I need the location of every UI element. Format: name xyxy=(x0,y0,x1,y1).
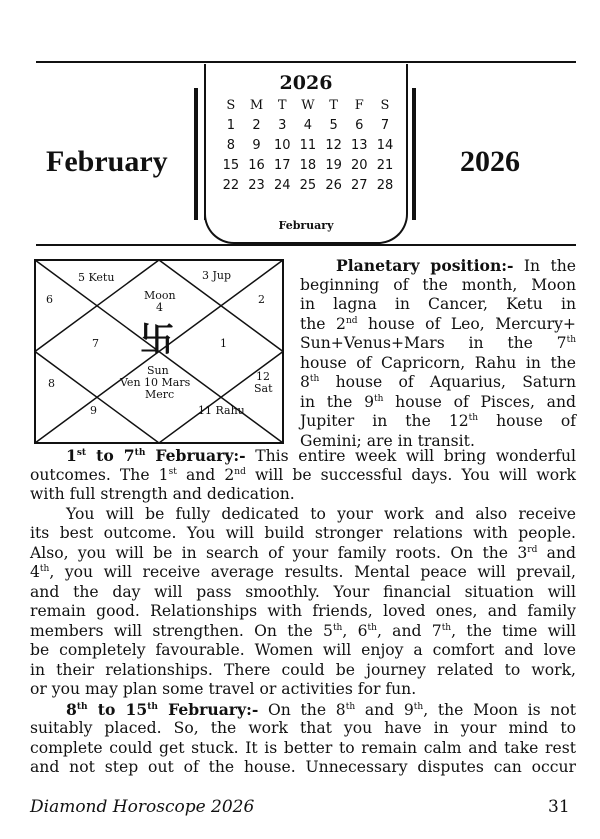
calendar-grid xyxy=(218,96,398,196)
calendar-day: 7 xyxy=(380,118,390,133)
house-1-label: 1 xyxy=(220,337,227,350)
para2-line-6: members will strengthen. On the 5th, 6th, and 7th, the time will xyxy=(30,621,576,640)
planetary-line-0: In the xyxy=(523,257,576,275)
section2-line-1: suitably placed. So, the work that you have in your mind to xyxy=(30,719,576,737)
text-line xyxy=(300,256,576,276)
calendar-day: 27 xyxy=(351,178,368,193)
para2-line-2: Also, you will be in search of your family roots. On the 3rd and xyxy=(30,543,576,562)
section1-heading: 1st to 7th February:- xyxy=(66,446,246,465)
weekday: F xyxy=(354,98,364,113)
calendar-day: 26 xyxy=(325,178,342,193)
calendar-day: 21 xyxy=(376,158,394,173)
calendar-day: 17 xyxy=(273,158,291,173)
section2-first-line: 8th to 15th February:- On the 8th and 9th, the Moon is not xyxy=(66,699,576,719)
para2-line-9: or you may plan some travel or activities for fun. xyxy=(30,680,417,698)
calendar-month-label: February xyxy=(278,219,334,232)
page-number: 31 xyxy=(548,797,570,817)
calendar-week-row xyxy=(218,176,398,196)
page-year-title: 2026 xyxy=(460,145,520,178)
calendar-day: 18 xyxy=(299,158,317,173)
para2-line-1: its best outcome. You will build stronger relations with people. xyxy=(30,524,576,542)
house-12-planet: Sat xyxy=(254,382,273,395)
para2-line-5: remain good. Relationships with friends, loved ones, and family xyxy=(30,602,576,620)
planetary-line-8: Jupiter in the 12th house of xyxy=(300,412,576,430)
calendar-day: 19 xyxy=(325,158,342,173)
planetary-line-1: beginning of the month, Moon xyxy=(300,275,576,294)
house-6-label: 6 xyxy=(46,293,53,306)
para2-line-0: You will be fully dedicated to your work and also receive xyxy=(66,504,576,523)
planetary-line-5: house of Capricorn, Rahu in the xyxy=(300,353,576,372)
calendar-week-row xyxy=(218,136,398,156)
planetary-line-4: Sun+Venus+Mars in the 7th xyxy=(300,334,576,352)
weekly-forecast-text xyxy=(30,446,576,778)
section1-line-2: with full strength and dedication. xyxy=(30,485,295,503)
house-3-label: 3 Jup xyxy=(202,269,232,282)
header-top-rule xyxy=(36,61,576,63)
calendar-day: 22 xyxy=(222,178,240,193)
planetary-line-2: in lagna in Cancer, Ketu in xyxy=(300,295,576,313)
page-month-title: February xyxy=(46,145,168,178)
section1-line-1: outcomes. The 1st and 2nd will be successful days. You will work xyxy=(30,465,576,484)
calendar-day: 2 xyxy=(252,118,261,133)
weekday: W xyxy=(301,98,315,113)
calendar-day: 16 xyxy=(248,158,265,173)
house-10-line2: Ven 10 Mars xyxy=(120,376,191,389)
mini-calendar xyxy=(204,64,408,244)
weekday: T xyxy=(277,98,287,113)
calendar-year: 2026 xyxy=(279,72,333,94)
header-bottom-rule xyxy=(36,244,576,246)
calendar-weekday-row xyxy=(218,96,398,116)
calendar-day: 6 xyxy=(355,118,364,133)
weekday: T xyxy=(329,98,338,113)
calendar-day: 9 xyxy=(252,138,261,153)
calendar-day: 23 xyxy=(248,178,265,193)
calendar-day: 12 xyxy=(325,138,342,153)
section2-heading: 8th to 15th February:- xyxy=(66,699,259,719)
planetary-line-7: in the 9th house of Pisces, and xyxy=(300,392,577,411)
para2-line-4: and the day will pass smoothly. Your financial situation will xyxy=(30,582,576,601)
house-4-number: 4 xyxy=(156,301,163,314)
calendar-day: 1 xyxy=(226,118,235,133)
house-10-line1: Sun xyxy=(147,364,169,377)
weekday: M xyxy=(249,98,264,113)
calendar-day: 13 xyxy=(351,138,368,153)
planetary-line-9: Gemini; are in transit. xyxy=(300,431,475,450)
calendar-day: 15 xyxy=(222,158,240,173)
calendar-day: 25 xyxy=(299,178,317,193)
calendar-day: 14 xyxy=(376,138,394,153)
house-9-label: 9 xyxy=(90,404,97,417)
calendar-day: 8 xyxy=(226,138,235,153)
para2-line-3: 4th, you will receive average results. Mental peace will prevail, xyxy=(30,563,576,581)
book-title-footer: Diamond Horoscope 2026 xyxy=(30,797,255,817)
calendar-day: 5 xyxy=(329,118,338,133)
calendar-day: 11 xyxy=(299,138,317,153)
calendar-day: 3 xyxy=(278,118,287,133)
section1-first-line xyxy=(30,446,576,466)
house-7-label: 7 xyxy=(92,337,99,350)
horoscope-chart xyxy=(34,259,284,444)
planetary-heading: Planetary position:- xyxy=(336,256,514,275)
para2-line-8: in their relationships. There could be journey related to work, xyxy=(30,660,576,679)
calendar-day: 24 xyxy=(273,178,291,193)
planetary-position-text xyxy=(300,256,576,451)
planetary-line-6: 8th house of Aquarius, Saturn xyxy=(300,373,576,391)
para2-line-7: be completely favourable. Women will enjoy a comfort and love xyxy=(30,641,576,659)
calendar-day: 20 xyxy=(351,158,368,173)
house-4-planet: Moon xyxy=(144,289,176,302)
planetary-line-3: the 2nd house of Leo, Mercury+ xyxy=(300,314,576,333)
swastika-icon: 卐 xyxy=(140,320,174,360)
section1-line-0: This entire week will bring wonderful xyxy=(255,447,577,465)
house-10-line3: Merc xyxy=(145,388,175,401)
section2-line-2: complete could get stuck. It is better to remain calm and take rest xyxy=(30,738,576,757)
house-2-label: 2 xyxy=(258,293,265,306)
calendar-day: 4 xyxy=(303,118,313,133)
section2-line-3: and not step out of the house. Unnecessary disputes can occur xyxy=(30,758,576,776)
weekday: S xyxy=(380,98,390,113)
house-12-number: 12 xyxy=(256,370,270,383)
house-11-label: 11 Rahu xyxy=(198,404,245,417)
house-8-label: 8 xyxy=(48,377,55,390)
calendar-day: 10 xyxy=(273,138,291,153)
calendar-week-row xyxy=(218,116,398,136)
weekday: S xyxy=(226,98,236,113)
calendar-week-row xyxy=(218,156,398,176)
calendar-day: 28 xyxy=(376,178,394,193)
house-5-label: 5 Ketu xyxy=(78,271,115,284)
